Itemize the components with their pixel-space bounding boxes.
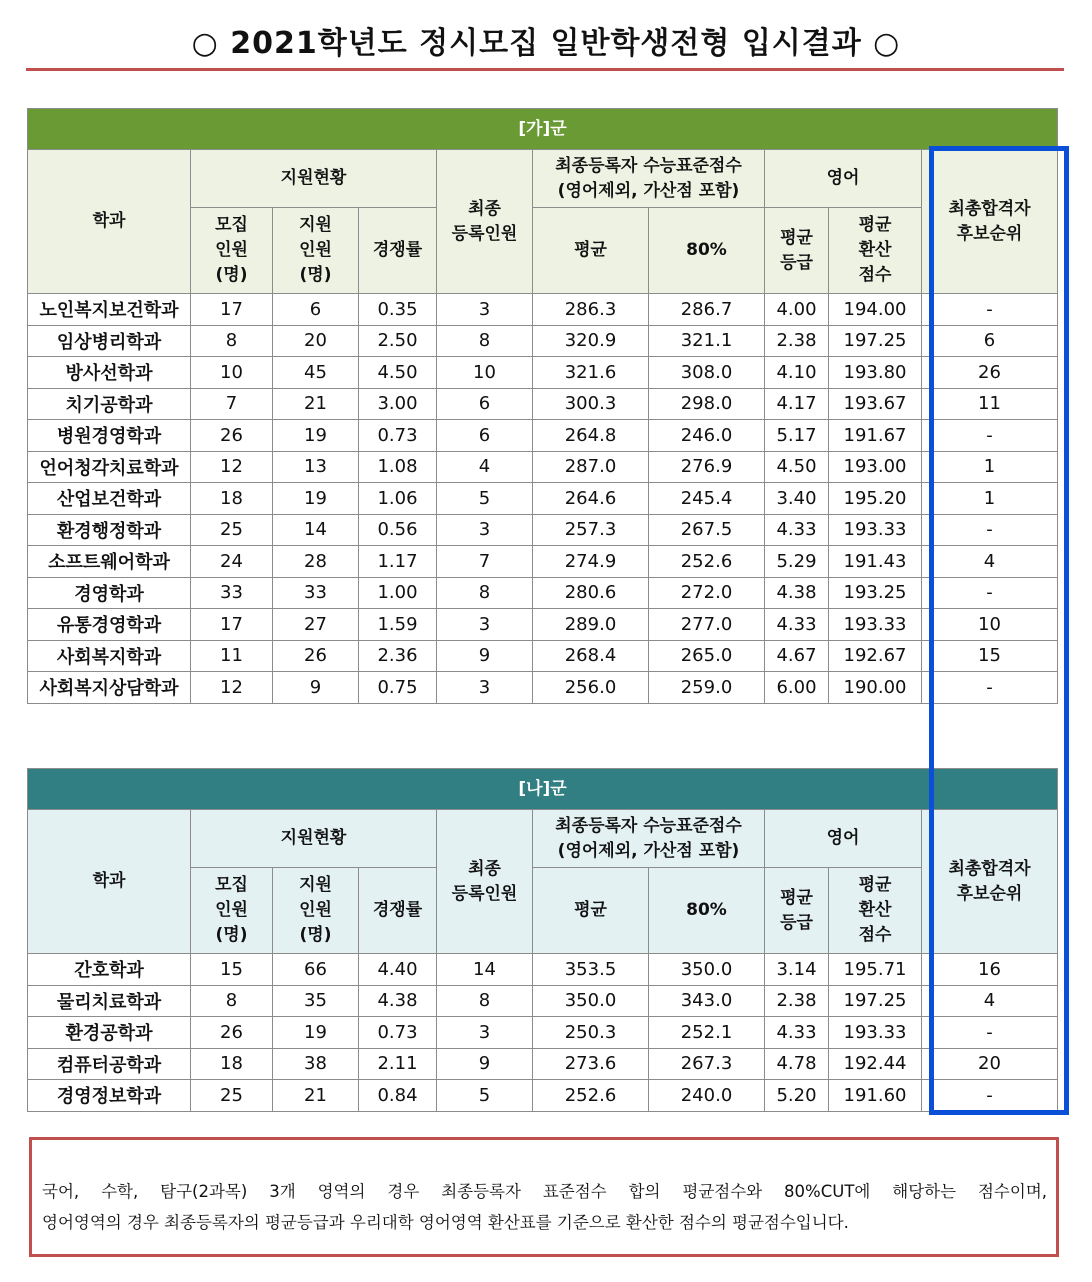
cell-dept: 환경공학과: [28, 1017, 191, 1049]
header-applicants: 지원현황: [191, 810, 437, 868]
cell-dept: 환경행정학과: [28, 514, 191, 546]
cell-quota: 15: [191, 954, 273, 986]
cell-eng-grade: 4.78: [765, 1048, 829, 1080]
cell-applied: 33: [273, 577, 359, 609]
header-ratio: 경쟁률: [359, 868, 437, 954]
cell-applied: 14: [273, 514, 359, 546]
cell-eng-grade: 6.00: [765, 672, 829, 704]
cell-quota: 10: [191, 357, 273, 389]
cell-applied: 19: [273, 1017, 359, 1049]
cell-dept: 유통경영학과: [28, 609, 191, 641]
cell-registered: 8: [437, 325, 533, 357]
cell-ratio: 4.40: [359, 954, 437, 986]
table-row: [28, 577, 1058, 609]
cell-p80: 246.0: [649, 420, 765, 452]
cell-ratio: 0.75: [359, 672, 437, 704]
footnote-line-2: 영어영역의 경우 최종등록자의 평균등급과 우리대학 영어영역 환산표를 기준으로 환산한 점수의 평균점수입니다.: [42, 1213, 849, 1232]
cell-eng-score: 193.33: [829, 1017, 922, 1049]
cell-waitlist: -: [922, 1017, 1058, 1049]
cell-applied: 28: [273, 546, 359, 578]
cell-dept: 임상병리학과: [28, 325, 191, 357]
cell-registered: 5: [437, 1080, 533, 1112]
cell-quota: 17: [191, 609, 273, 641]
header-p80: 80%: [649, 868, 765, 954]
cell-dept: 사회복지학과: [28, 640, 191, 672]
cell-p80: 259.0: [649, 672, 765, 704]
cell-eng-score: 193.33: [829, 609, 922, 641]
cell-eng-grade: 3.40: [765, 483, 829, 515]
cell-eng-grade: 5.29: [765, 546, 829, 578]
table-row: [28, 640, 1058, 672]
cell-registered: 3: [437, 672, 533, 704]
cell-ratio: 0.84: [359, 1080, 437, 1112]
cell-waitlist: -: [922, 514, 1058, 546]
cell-quota: 26: [191, 1017, 273, 1049]
cell-registered: 3: [437, 609, 533, 641]
header-applied: 지원 인원 (명): [273, 868, 359, 954]
cell-quota: 26: [191, 420, 273, 452]
cell-registered: 5: [437, 483, 533, 515]
cell-avg: 350.0: [533, 985, 649, 1017]
group-a-table: [27, 108, 1058, 704]
cell-ratio: 2.36: [359, 640, 437, 672]
cell-waitlist: -: [922, 577, 1058, 609]
header-eng-grade: 평균 등급: [765, 868, 829, 954]
header-eng-score: 평균 환산 점수: [829, 868, 922, 954]
cell-quota: 18: [191, 1048, 273, 1080]
header-score: 최종등록자 수능표준점수 (영어제외, 가산점 포함): [533, 810, 765, 868]
cell-eng-grade: 3.14: [765, 954, 829, 986]
cell-p80: 298.0: [649, 388, 765, 420]
cell-ratio: 0.56: [359, 514, 437, 546]
cell-p80: 245.4: [649, 483, 765, 515]
cell-waitlist: -: [922, 672, 1058, 704]
cell-p80: 265.0: [649, 640, 765, 672]
cell-eng-score: 190.00: [829, 672, 922, 704]
cell-eng-grade: 4.17: [765, 388, 829, 420]
header-p80: 80%: [649, 208, 765, 294]
cell-avg: 250.3: [533, 1017, 649, 1049]
cell-avg: 256.0: [533, 672, 649, 704]
cell-avg: 287.0: [533, 451, 649, 483]
header-english: 영어: [765, 810, 922, 868]
table-row: [28, 451, 1058, 483]
header-english: 영어: [765, 150, 922, 208]
table-row: [28, 325, 1058, 357]
table-row: [28, 1048, 1058, 1080]
cell-eng-score: 195.20: [829, 483, 922, 515]
cell-p80: 267.3: [649, 1048, 765, 1080]
table-row: [28, 1017, 1058, 1049]
title-divider: [26, 68, 1064, 71]
header-dept: 학과: [28, 810, 191, 954]
cell-avg: 268.4: [533, 640, 649, 672]
cell-eng-grade: 4.67: [765, 640, 829, 672]
header-ratio: 경쟁률: [359, 208, 437, 294]
cell-avg: 353.5: [533, 954, 649, 986]
cell-ratio: 0.73: [359, 420, 437, 452]
group-banner: [가]군: [28, 109, 1058, 150]
table-row: [28, 985, 1058, 1017]
cell-waitlist: 15: [922, 640, 1058, 672]
cell-eng-score: 192.67: [829, 640, 922, 672]
table-row: [28, 1080, 1058, 1112]
cell-eng-grade: 4.50: [765, 451, 829, 483]
cell-applied: 13: [273, 451, 359, 483]
cell-registered: 9: [437, 1048, 533, 1080]
cell-avg: 273.6: [533, 1048, 649, 1080]
cell-quota: 11: [191, 640, 273, 672]
cell-dept: 병원경영학과: [28, 420, 191, 452]
cell-eng-score: 191.60: [829, 1080, 922, 1112]
cell-eng-score: 194.00: [829, 294, 922, 326]
cell-ratio: 1.17: [359, 546, 437, 578]
cell-registered: 3: [437, 1017, 533, 1049]
table-row: [28, 609, 1058, 641]
cell-applied: 21: [273, 1080, 359, 1112]
cell-registered: 14: [437, 954, 533, 986]
table-row: [28, 954, 1058, 986]
table-row: [28, 672, 1058, 704]
cell-registered: 7: [437, 546, 533, 578]
cell-p80: 276.9: [649, 451, 765, 483]
header-eng-score: 평균 환산 점수: [829, 208, 922, 294]
cell-applied: 21: [273, 388, 359, 420]
cell-eng-grade: 4.00: [765, 294, 829, 326]
cell-applied: 19: [273, 483, 359, 515]
cell-waitlist: -: [922, 1080, 1058, 1112]
cell-applied: 35: [273, 985, 359, 1017]
table-row: [28, 514, 1058, 546]
cell-applied: 66: [273, 954, 359, 986]
cell-ratio: 1.00: [359, 577, 437, 609]
cell-avg: 264.8: [533, 420, 649, 452]
cell-registered: 3: [437, 294, 533, 326]
waitlist-highlight-box: [929, 146, 1069, 1115]
cell-eng-grade: 2.38: [765, 985, 829, 1017]
cell-waitlist: -: [922, 420, 1058, 452]
cell-avg: 300.3: [533, 388, 649, 420]
cell-dept: 언어청각치료학과: [28, 451, 191, 483]
cell-registered: 9: [437, 640, 533, 672]
cell-ratio: 4.50: [359, 357, 437, 389]
table-row: [28, 294, 1058, 326]
cell-eng-grade: 4.38: [765, 577, 829, 609]
cell-waitlist: 6: [922, 325, 1058, 357]
cell-registered: 8: [437, 985, 533, 1017]
cell-avg: 257.3: [533, 514, 649, 546]
cell-ratio: 1.06: [359, 483, 437, 515]
cell-quota: 33: [191, 577, 273, 609]
cell-p80: 267.5: [649, 514, 765, 546]
cell-p80: 252.1: [649, 1017, 765, 1049]
cell-avg: 321.6: [533, 357, 649, 389]
header-avg: 평균: [533, 208, 649, 294]
cell-quota: 8: [191, 985, 273, 1017]
cell-applied: 9: [273, 672, 359, 704]
cell-applied: 6: [273, 294, 359, 326]
cell-quota: 12: [191, 672, 273, 704]
group-banner: [나]군: [28, 769, 1058, 810]
footnote-box: [29, 1137, 1059, 1257]
header-registered: 최종 등록인원: [437, 810, 533, 954]
cell-eng-score: 191.67: [829, 420, 922, 452]
header-quota: 모집 인원 (명): [191, 208, 273, 294]
cell-eng-grade: 5.20: [765, 1080, 829, 1112]
cell-dept: 경영학과: [28, 577, 191, 609]
header-score: 최종등록자 수능표준점수 (영어제외, 가산점 포함): [533, 150, 765, 208]
cell-waitlist: 1: [922, 451, 1058, 483]
cell-ratio: 4.38: [359, 985, 437, 1017]
cell-applied: 20: [273, 325, 359, 357]
cell-ratio: 3.00: [359, 388, 437, 420]
cell-quota: 25: [191, 514, 273, 546]
footnote-line-1: 국어, 수학, 탐구(2과목) 3개 영역의 경우 최종등록자 표준점수 합의 평균점수와 80%CUT에 해당하는 점수이며,: [42, 1182, 1047, 1201]
cell-registered: 6: [437, 388, 533, 420]
cell-eng-score: 193.00: [829, 451, 922, 483]
page-title: ○ 2021학년도 정시모집 일반학생전형 입시결과 ○: [191, 26, 901, 61]
cell-ratio: 2.50: [359, 325, 437, 357]
cell-dept: 물리치료학과: [28, 985, 191, 1017]
cell-eng-score: 197.25: [829, 985, 922, 1017]
cell-registered: 6: [437, 420, 533, 452]
cell-avg: 320.9: [533, 325, 649, 357]
cell-applied: 27: [273, 609, 359, 641]
cell-avg: 286.3: [533, 294, 649, 326]
cell-ratio: 1.59: [359, 609, 437, 641]
cell-p80: 350.0: [649, 954, 765, 986]
cell-registered: 3: [437, 514, 533, 546]
cell-dept: 간호학과: [28, 954, 191, 986]
cell-applied: 26: [273, 640, 359, 672]
cell-dept: 산업보건학과: [28, 483, 191, 515]
table-row: [28, 357, 1058, 389]
header-avg: 평균: [533, 868, 649, 954]
cell-eng-score: 193.67: [829, 388, 922, 420]
header-waitlist: 최총합격자 후보순위: [922, 150, 1058, 294]
table-row: [28, 546, 1058, 578]
cell-eng-grade: 4.33: [765, 609, 829, 641]
cell-eng-score: 193.25: [829, 577, 922, 609]
cell-ratio: 1.08: [359, 451, 437, 483]
cell-eng-score: 197.25: [829, 325, 922, 357]
cell-dept: 경영정보학과: [28, 1080, 191, 1112]
header-eng-grade: 평균 등급: [765, 208, 829, 294]
cell-eng-score: 192.44: [829, 1048, 922, 1080]
cell-p80: 252.6: [649, 546, 765, 578]
table-row: [28, 483, 1058, 515]
table-row: [28, 420, 1058, 452]
cell-ratio: 2.11: [359, 1048, 437, 1080]
header-applicants: 지원현황: [191, 150, 437, 208]
cell-ratio: 0.35: [359, 294, 437, 326]
cell-dept: 사회복지상담학과: [28, 672, 191, 704]
cell-applied: 19: [273, 420, 359, 452]
cell-eng-score: 193.33: [829, 514, 922, 546]
footnote-text: [42, 1176, 1047, 1238]
cell-p80: 277.0: [649, 609, 765, 641]
cell-eng-score: 191.43: [829, 546, 922, 578]
cell-quota: 12: [191, 451, 273, 483]
cell-eng-grade: 2.38: [765, 325, 829, 357]
cell-avg: 289.0: [533, 609, 649, 641]
cell-applied: 45: [273, 357, 359, 389]
cell-quota: 7: [191, 388, 273, 420]
cell-waitlist: 11: [922, 388, 1058, 420]
header-waitlist: 최총합격자 후보순위: [922, 810, 1058, 954]
cell-p80: 240.0: [649, 1080, 765, 1112]
cell-waitlist: -: [922, 294, 1058, 326]
cell-eng-grade: 4.33: [765, 514, 829, 546]
cell-eng-grade: 4.33: [765, 1017, 829, 1049]
cell-eng-grade: 5.17: [765, 420, 829, 452]
cell-eng-grade: 4.10: [765, 357, 829, 389]
cell-waitlist: 4: [922, 546, 1058, 578]
cell-dept: 컴퓨터공학과: [28, 1048, 191, 1080]
cell-waitlist: 16: [922, 954, 1058, 986]
cell-quota: 24: [191, 546, 273, 578]
cell-waitlist: 10: [922, 609, 1058, 641]
cell-quota: 17: [191, 294, 273, 326]
cell-waitlist: 26: [922, 357, 1058, 389]
header-applied: 지원 인원 (명): [273, 208, 359, 294]
cell-registered: 8: [437, 577, 533, 609]
header-quota: 모집 인원 (명): [191, 868, 273, 954]
cell-p80: 308.0: [649, 357, 765, 389]
cell-avg: 280.6: [533, 577, 649, 609]
table-row: [28, 388, 1058, 420]
cell-avg: 274.9: [533, 546, 649, 578]
group-b-table: [27, 768, 1058, 1112]
cell-waitlist: 1: [922, 483, 1058, 515]
cell-registered: 4: [437, 451, 533, 483]
cell-quota: 18: [191, 483, 273, 515]
cell-eng-score: 195.71: [829, 954, 922, 986]
cell-waitlist: 4: [922, 985, 1058, 1017]
header-dept: 학과: [28, 150, 191, 294]
cell-dept: 노인복지보건학과: [28, 294, 191, 326]
cell-p80: 286.7: [649, 294, 765, 326]
cell-registered: 10: [437, 357, 533, 389]
cell-dept: 방사선학과: [28, 357, 191, 389]
cell-dept: 소프트웨어학과: [28, 546, 191, 578]
cell-applied: 38: [273, 1048, 359, 1080]
cell-avg: 252.6: [533, 1080, 649, 1112]
cell-p80: 272.0: [649, 577, 765, 609]
cell-ratio: 0.73: [359, 1017, 437, 1049]
cell-waitlist: 20: [922, 1048, 1058, 1080]
cell-avg: 264.6: [533, 483, 649, 515]
cell-eng-score: 193.80: [829, 357, 922, 389]
cell-quota: 25: [191, 1080, 273, 1112]
cell-p80: 343.0: [649, 985, 765, 1017]
cell-quota: 8: [191, 325, 273, 357]
cell-dept: 치기공학과: [28, 388, 191, 420]
cell-p80: 321.1: [649, 325, 765, 357]
header-registered: 최종 등록인원: [437, 150, 533, 294]
